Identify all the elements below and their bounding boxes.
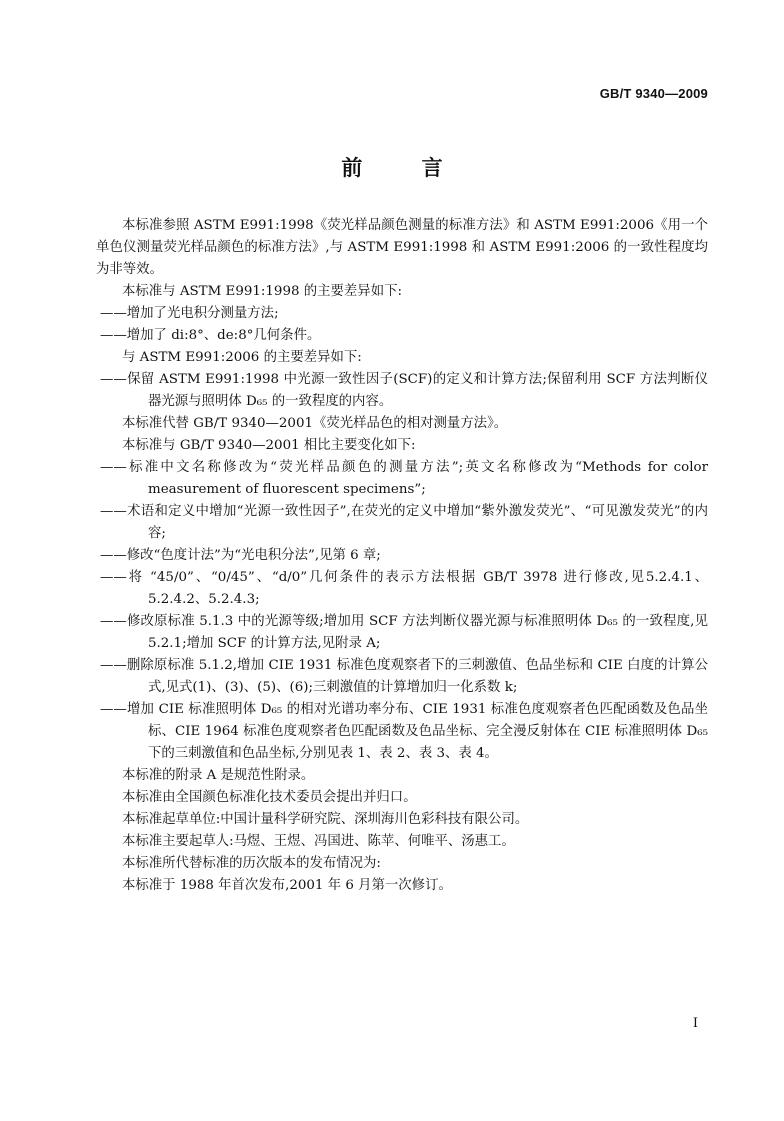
standard-code: GB/T 9340—2009 bbox=[599, 86, 708, 101]
list-item: ——增加了 di:8°、de:8°几何条件。 bbox=[100, 328, 321, 343]
paragraph: 本标准与 ASTM E991:1998 的主要差异如下: bbox=[122, 284, 402, 299]
paragraph: 本标准代替 GB/T 9340—2001《荧光样品色的相对测量方法》。 bbox=[122, 416, 508, 431]
document-body bbox=[96, 215, 708, 897]
paragraph: 本标准的附录 A 是规范性附录。 bbox=[122, 768, 315, 783]
list-item: ——增加了光电积分测量方法; bbox=[100, 306, 279, 321]
list-item: ——删除原标准 5.1.2,增加 CIE 1931 标准色度观察者下的三刺激值、色品坐标和 CIE 白度的计算公式,见式(1)、(3)、(5)、(6);三刺激值的计算增加归一化系数 k; bbox=[100, 658, 708, 695]
paragraph: 本标准于 1988 年首次发布,2001 年 6 月第一次修订。 bbox=[122, 878, 452, 893]
page-title: 前 言 bbox=[341, 156, 469, 180]
paragraph: 本标准所代替标准的历次版本的发布情况为: bbox=[122, 856, 381, 871]
paragraph: 本标准参照 ASTM E991:1998《荧光样品颜色测量的标准方法》和 ASTM E991:2006《用一个单色仪测量荧光样品颜色的标准方法》,与 ASTM E991:1998 和 ASTM E991:2006 的一致性程度均为非等效。 bbox=[96, 218, 708, 277]
list-item: ——术语和定义中增加“光源一致性因子”,在荧光的定义中增加“紫外激发荧光”、“可见激发荧光”的内容; bbox=[100, 504, 708, 541]
list-item: ——修改原标准 5.1.3 中的光源等级;增加用 SCF 方法判断仪器光源与标准照明体 D₆₅ 的一致程度,见 5.2.1;增加 SCF 的计算方法,见附录 A; bbox=[100, 614, 708, 651]
page-number: I bbox=[692, 1016, 698, 1031]
paragraph: 本标准与 GB/T 9340—2001 相比主要变化如下: bbox=[122, 438, 416, 453]
paragraph: 本标准由全国颜色标准化技术委员会提出并归口。 bbox=[122, 790, 417, 805]
paragraph: 与 ASTM E991:2006 的主要差异如下: bbox=[122, 350, 362, 365]
list-item: ——保留 ASTM E991:1998 中光源一致性因子(SCF)的定义和计算方法;保留利用 SCF 方法判断仪器光源与照明体 D₆₅ 的一致程度的内容。 bbox=[100, 372, 708, 409]
list-item: ——修改“色度计法”为“光电积分法”,见第 6 章; bbox=[100, 548, 381, 563]
paragraph: 本标准起草单位:中国计量科学研究院、深圳海川色彩科技有限公司。 bbox=[122, 812, 529, 827]
paragraph: 本标准主要起草人:马煜、王煜、冯国进、陈苹、何唯平、汤惠工。 bbox=[122, 834, 515, 849]
list-item: ——将 “45/0”、“0/45”、“d/0”几何条件的表示方法根据 GB/T 3978 进行修改,见5.2.4.1、5.2.4.2、5.2.4.3; bbox=[100, 570, 708, 607]
list-item: ——增加 CIE 标准照明体 D₆₅ 的相对光谱功率分布、CIE 1931 标准色度观察者色匹配函数及色品坐标、CIE 1964 标准色度观察者色匹配函数及色品坐标、完全漫反射体在 CIE 标准照明体 D₆₅ 下的三刺激值和色品坐标,分别见表 1、表 2、表 3、表 4。 bbox=[100, 702, 708, 761]
list-item: ——标准中文名称修改为“荧光样品颜色的测量方法”;英文名称修改为“Methods for color measurement of fluorescent specimens”; bbox=[100, 460, 708, 497]
